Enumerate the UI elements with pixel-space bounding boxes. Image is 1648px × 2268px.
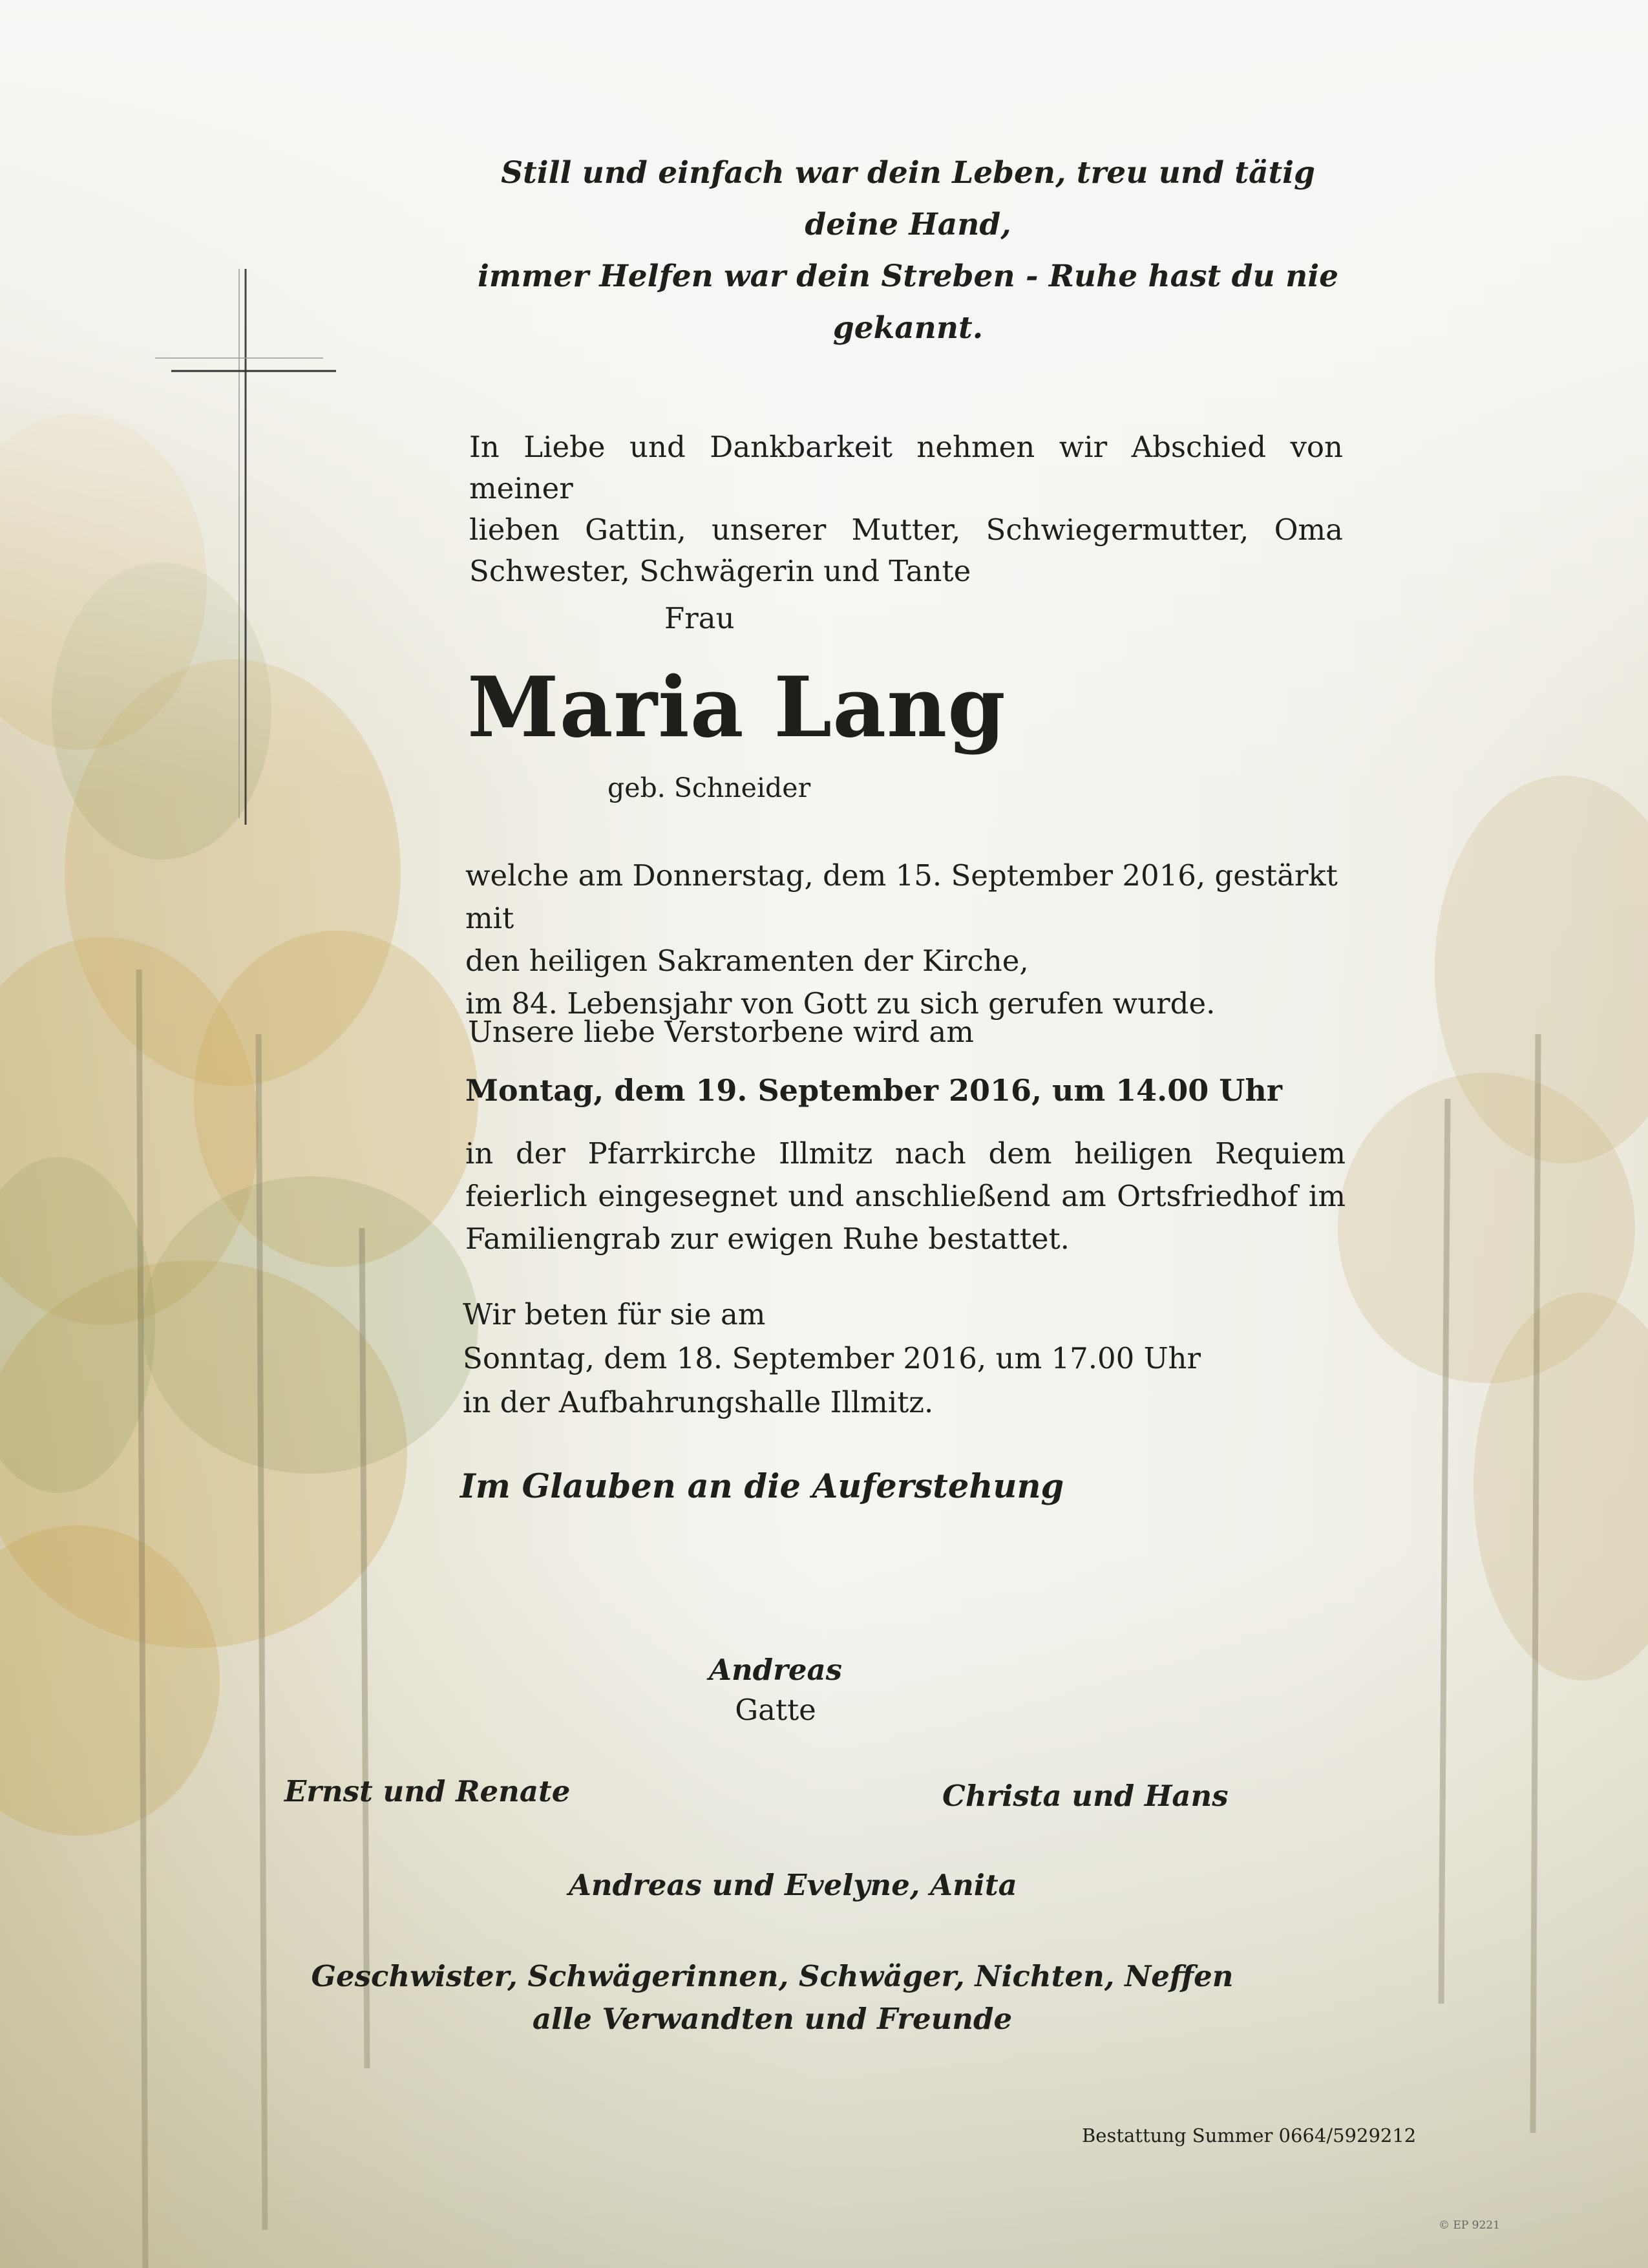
undertaker-contact: Bestattung Summer 0664/5929212 [1082, 2125, 1417, 2146]
funeral-line-3: Familiengrab zur ewigen Ruhe bestattet. [465, 1222, 1070, 1256]
relatives-line-1: Geschwister, Schwägerinnen, Schwäger, Nichten, Neffen [311, 1959, 1234, 1993]
mourner-right: Christa und Hans [942, 1779, 1229, 1813]
prayer-line-1: Wir beten für sie am [463, 1297, 766, 1331]
prayer-line-3: in der Aufbahrungshalle Illmitz. [463, 1385, 934, 1419]
prayer-line-2: Sonntag, dem 18. September 2016, um 17.00 Uhr [463, 1341, 1201, 1375]
intro-line-1: In Liebe und Dankbarkeit nehmen wir Abschied von meiner [469, 430, 1343, 505]
cross-icon [155, 269, 343, 831]
birth-name: geb. Schneider [607, 772, 811, 803]
motto-line-1: Still und einfach war dein Leben, treu und tätig deine Hand, [501, 155, 1315, 242]
spouse-name: Andreas [709, 1653, 842, 1687]
mourner-spouse [646, 1650, 905, 1730]
template-code: © EP 9221 [1439, 2219, 1500, 2232]
motto-verse [459, 147, 1357, 354]
intro-paragraph [469, 427, 1343, 592]
funeral-line-2: feierlich eingesegnet und anschließend am Ortsfriedhof im [465, 1179, 1346, 1213]
funeral-intro: Unsere liebe Verstorbene wird am [468, 1015, 974, 1049]
death-line-3: im 84. Lebensjahr von Gott zu sich gerufen wurde. [465, 986, 1216, 1021]
intro-line-2: lieben Gattin, unserer Mutter, Schwiegermutter, Oma [469, 513, 1343, 547]
relatives-line-2: alle Verwandten und Freunde [532, 2002, 1013, 2036]
title-prefix: Frau [664, 601, 735, 635]
death-paragraph [465, 854, 1344, 1025]
prayer-paragraph [463, 1293, 1238, 1425]
funeral-line-1: in der Pfarrkirche Illmitz nach dem heiligen Requiem [465, 1136, 1346, 1171]
death-line-2: den heiligen Sakramenten der Kirche, [465, 944, 1029, 978]
funeral-datetime: Montag, dem 19. September 2016, um 14.00 Uhr [465, 1073, 1283, 1108]
mourner-left: Ernst und Renate [284, 1774, 571, 1808]
deceased-name: Maria Lang [467, 659, 1006, 756]
spouse-role: Gatte [735, 1693, 816, 1727]
intro-line-3: Schwester, Schwägerin und Tante [469, 554, 971, 588]
closing-phrase: Im Glauben an die Auferstehung [460, 1467, 1064, 1506]
funeral-details [465, 1132, 1346, 1260]
death-line-1: welche am Donnerstag, dem 15. September 2016, gestärkt mit [465, 858, 1338, 935]
mourner-center: Andreas und Evelyne, Anita [569, 1868, 1017, 1902]
mourner-relatives [310, 1955, 1234, 2040]
motto-line-2: immer Helfen war dein Streben - Ruhe hast du nie gekannt. [478, 259, 1338, 346]
